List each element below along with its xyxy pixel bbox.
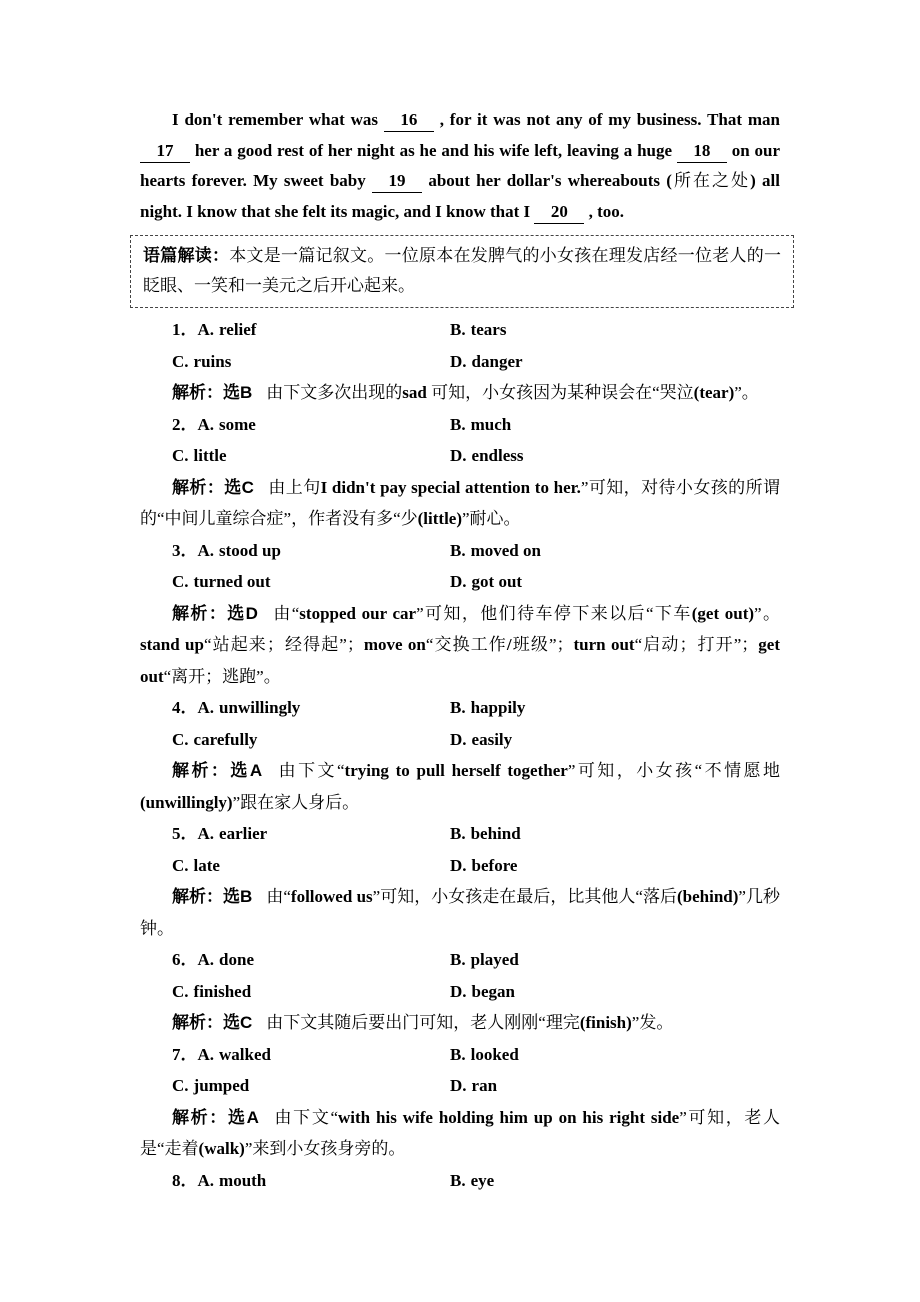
option-text: tears (470, 320, 507, 339)
option-row (140, 566, 780, 598)
option (450, 346, 780, 378)
option-text: danger (471, 351, 523, 371)
explanation (140, 377, 780, 409)
option-text: before (471, 855, 518, 875)
option-row (140, 1039, 780, 1071)
question-number: 4． (172, 698, 198, 717)
option-text: late (193, 855, 220, 875)
option-text: looked (470, 1044, 519, 1064)
option-letter: B. (450, 1044, 466, 1064)
option-text: mouth (219, 1170, 267, 1190)
option-letter: B. (450, 698, 466, 717)
option-text: jumped (193, 1076, 250, 1095)
option-letter: C. (172, 446, 189, 465)
option (172, 566, 450, 598)
explanation (140, 881, 780, 944)
option-text: carefully (193, 729, 258, 749)
option-text: began (471, 981, 515, 1001)
explanation (140, 472, 780, 535)
option-letter: D. (450, 446, 467, 465)
option-row (140, 314, 780, 346)
option (450, 1165, 780, 1197)
question-block (140, 1165, 780, 1197)
option (172, 1070, 450, 1102)
option-text: walked (219, 1044, 271, 1064)
option-text: got out (471, 572, 523, 591)
option-letter: D. (450, 729, 467, 749)
summary-text: 本文是一篇记叙文。一位原本在发脾气的小女孩在理发店经一位老人的一眨眼、一笑和一美元之后开心起来。 (143, 246, 781, 295)
answer-label: 解析：选A (172, 761, 263, 780)
explanation-text: 由下文其随后要出门可知，老人刚刚“理完(finish)”发。 (266, 1013, 674, 1032)
explanation (140, 598, 780, 693)
option (172, 724, 450, 756)
option (172, 314, 450, 346)
option-letter: B. (450, 540, 466, 560)
question-block (140, 409, 780, 535)
passage-summary-box (130, 235, 794, 308)
option-letter: B. (450, 824, 466, 843)
cloze-blank-19: 19 (372, 170, 422, 193)
passage-text: about her dollar's whereabouts (所在之处) all night. I know that she felt its magic, and I know that I (140, 171, 780, 221)
option-letter: D. (450, 572, 467, 591)
question-block (140, 1039, 780, 1165)
option-letter: A. (197, 824, 215, 843)
option-text: happily (470, 698, 526, 717)
passage-text: , for it was not any of my business. That man (433, 110, 781, 129)
passage-paragraph (140, 105, 780, 227)
question-number: 5． (172, 824, 198, 843)
question-number: 3． (172, 540, 198, 560)
option-text: finished (193, 981, 252, 1001)
option-text: much (470, 414, 512, 434)
option-text: earlier (219, 824, 268, 843)
answer-label: 解析：选D (172, 603, 258, 623)
option (172, 850, 450, 882)
explanation-text: 由上句I didn't pay special attention to her.”可知，对待小女孩的所谓的“中间儿童综合症”，作者没有多“少(little)”耐心。 (140, 477, 781, 528)
option (450, 409, 780, 441)
option-letter: C. (172, 572, 189, 591)
explanation (140, 1102, 780, 1165)
passage-text: I don't remember what was (172, 110, 384, 129)
option-letter: A. (197, 540, 215, 560)
option (450, 692, 780, 724)
option (450, 976, 780, 1008)
option (450, 944, 780, 976)
option-letter: C. (172, 729, 189, 749)
option (172, 976, 450, 1008)
option-letter: B. (450, 320, 466, 339)
explanation-text: 由下文多次出现的sad 可知，小女孩因为某种误会在“哭泣(tear)”。 (266, 383, 759, 402)
option-row (140, 1070, 780, 1102)
option-letter: D. (450, 855, 467, 875)
option (172, 346, 450, 378)
option-text: some (219, 414, 256, 434)
option-text: endless (471, 446, 524, 465)
option-letter: C. (172, 855, 189, 875)
option-row (140, 976, 780, 1008)
option-letter: D. (450, 981, 467, 1001)
option (450, 818, 780, 850)
explanation (140, 1007, 780, 1039)
question-number: 7． (172, 1044, 198, 1064)
question-number: 6． (172, 950, 198, 969)
question-block (140, 692, 780, 818)
explanation-text: 由“followed us”可知，小女孩走在最后，比其他人“落后(behind)”几秒钟。 (140, 887, 780, 938)
option-text: little (193, 446, 227, 465)
option (450, 314, 780, 346)
passage-text: , too. (584, 201, 625, 221)
option-letter: C. (172, 1076, 189, 1095)
question-number: 8． (172, 1170, 198, 1190)
answer-label: 解析：选A (172, 1107, 259, 1127)
answer-label: 解析：选B (172, 383, 253, 402)
option-letter: A. (197, 950, 215, 969)
explanation-text: 由“stopped our car”可知，他们待车停下来以后“下车(get out)”。stand up“站起来；经得起”；move on“交换工作/班级”；turn out“启动；打开”；get out“离开；逃跑”。 (140, 603, 781, 686)
option-letter: D. (450, 1076, 467, 1095)
option (450, 566, 780, 598)
option-text: relief (219, 320, 257, 339)
option (172, 1165, 450, 1197)
option-text: moved on (470, 540, 541, 560)
option-text: eye (470, 1170, 495, 1190)
option-letter: A. (197, 1044, 215, 1064)
option-text: ran (471, 1076, 498, 1095)
option-letter: B. (450, 414, 466, 434)
option-text: ruins (193, 351, 232, 371)
cloze-blank-17: 17 (140, 140, 190, 163)
cloze-blank-18: 18 (677, 140, 727, 163)
option-letter: A. (197, 1170, 215, 1190)
option (172, 440, 450, 472)
answer-label: 解析：选C (172, 1013, 253, 1032)
option-text: done (219, 950, 254, 969)
option (450, 535, 780, 567)
explanation-text: 由下文“trying to pull herself together”可知，小女孩“不情愿地(unwillingly)”跟在家人身后。 (140, 761, 781, 812)
option-letter: B. (450, 1170, 466, 1190)
option (172, 409, 450, 441)
question-block (140, 944, 780, 1039)
option (450, 440, 780, 472)
option (450, 724, 780, 756)
answer-label: 解析：选B (172, 887, 253, 906)
option (172, 818, 450, 850)
question-block (140, 818, 780, 944)
option-letter: C. (172, 351, 189, 371)
cloze-blank-20: 20 (534, 201, 584, 224)
cloze-blank-16: 16 (384, 109, 434, 132)
answer-label: 解析：选C (172, 477, 254, 497)
option-letter: A. (197, 414, 215, 434)
option (450, 1039, 780, 1071)
passage-text: her a good rest of her night as he and his wife left, leaving a huge (190, 140, 677, 160)
option-letter: B. (450, 950, 466, 969)
passage-text: on our hearts forever. My sweet baby (140, 140, 780, 190)
option-row (140, 944, 780, 976)
option (172, 692, 450, 724)
option-letter: D. (450, 351, 467, 371)
option (172, 1039, 450, 1071)
option-row (140, 1165, 780, 1197)
option-text: unwillingly (219, 698, 301, 717)
question-number: 2． (172, 414, 198, 434)
option-letter: A. (197, 320, 215, 339)
question-block (140, 535, 780, 693)
option-text: easily (471, 729, 513, 749)
option-row (140, 440, 780, 472)
explanation-text: 由下文“with his wife holding him up on his right side”可知，老人是“走着(walk)”来到小女孩身旁的。 (140, 1107, 781, 1158)
option-row (140, 535, 780, 567)
option-row (140, 346, 780, 378)
option (450, 1070, 780, 1102)
question-block (140, 314, 780, 409)
option-row (140, 692, 780, 724)
summary-label: 语篇解读： (143, 246, 230, 265)
option (450, 850, 780, 882)
option-row (140, 850, 780, 882)
option-text: stood up (219, 540, 281, 560)
option-row (140, 818, 780, 850)
questions-list (140, 314, 780, 1196)
question-number: 1． (172, 320, 198, 339)
option-text: turned out (193, 572, 271, 591)
explanation (140, 755, 780, 818)
option-row (140, 409, 780, 441)
option-letter: A. (197, 698, 215, 717)
option-letter: C. (172, 981, 189, 1001)
option (172, 944, 450, 976)
option (172, 535, 450, 567)
option-text: played (470, 950, 519, 969)
option-text: behind (470, 824, 521, 843)
option-row (140, 724, 780, 756)
